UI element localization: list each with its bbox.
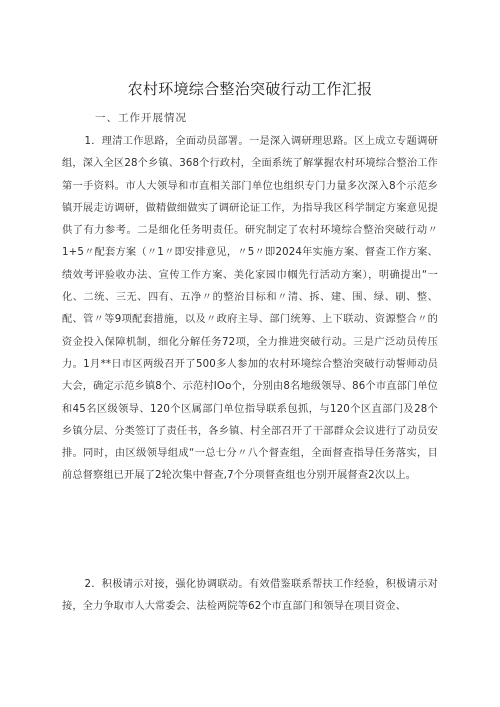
body-paragraph: 2．积极请示对接，强化协调联动。有效借鉴联系帮扶工作经验，积极请示对接，全力争取市人大常委会、法检两院等62个市直部门和领导在项目资金、 xyxy=(62,579,438,613)
body-paragraph: 1．理清工作思路，全面动员部署。一是深入调研理思路。区上成立专题调研组，深入全区28个乡镇、368个行政村，全面系统了解掌握农村环境综合整治工作第一手资料。市人大领导和市直相关部门单位也组织专门力量多次深入8个示范乡镇开展走访调研，做精做细做实了调研论证工作，为指导我区科学制定方案意见提供了有力参考。二是细化任务明责任。研究制定了农村环境综合整治突破行动〃1+5〃配套方案（〃1〃即安排意见，〃5〃即2024年实施方案、督查工作方案、绩效考评验收办法、宣传工作方案、美化家园巾帼先行活动方案），明确提出“一化、二统、三无、四有、五净〃的整治目标和〃清、拆、建、围、绿、刷、整、配、管〃等9项配套措施，以及〃政府主导、部门统筹、上下联动、资源整合〃的资金投入保障机制，细化分解任务72项，全力推进突破行动。三是广泛动员传压力。1月**日市区两级召开了500多人参加的农村环境综合整治突破行动誓师动员大会，确定示范乡镇8个、示范村IOo个，分别由8名地级领导、86个市直部门单位和45名区级领导、120个区属部门单位指导联系包抓，与120个区直部门及28个乡镇分层、分类签订了责任书，各乡镇、村全部召开了干部群众会议进行了动员安排。同时，由区级领导组成“一总七分〃八个督查组，全面督查指导任务落实，目前总督察组已开展了2轮次集中督查,7个分项督查组也分别开展督查2次以上。 xyxy=(62,136,438,482)
section-heading: 一、工作开展情况 xyxy=(95,112,187,124)
document-title: 农村环境综合整治突破行动工作汇报 xyxy=(127,80,373,98)
